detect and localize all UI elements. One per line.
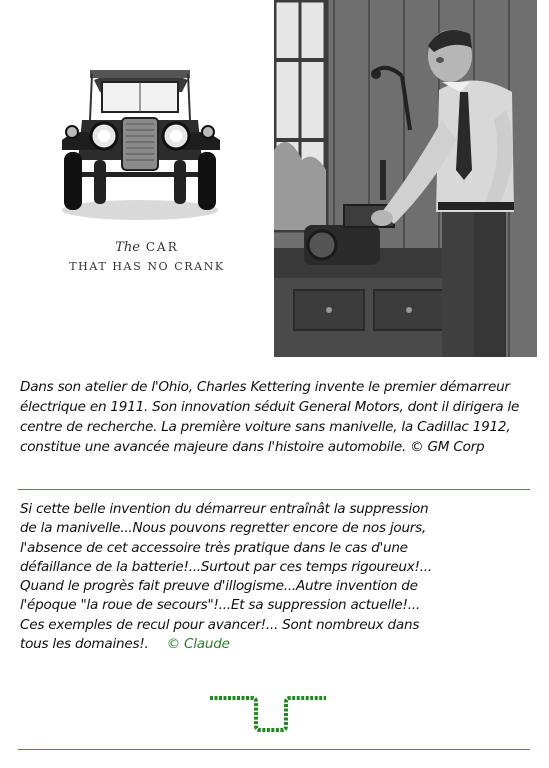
bottom-divider-line [18,749,530,750]
photo-strip [0,0,549,360]
commentary-line-last [20,635,530,654]
divider-line [18,489,530,490]
kettering-workshop-photo [274,0,537,357]
commentary-line: de la manivelle...Nous pouvons regretter encore de nos jours, [20,520,427,537]
commentary-line: Quand le progrès fait preuve d'illogisme...Autre invention de [20,578,418,595]
decorative-squiggle-icon [208,692,328,734]
commentary-line: Ces exemples de recul pour avancer!... Sont nombreux dans [20,616,420,633]
author-signature: © Claude [166,636,230,653]
commentary-line: l'absence de cet accessoire très pratique dans le cas d'une [20,539,408,556]
commentary-line-text: tous les domaines!. [20,636,149,653]
commentary-line: l'époque "la roue de secours"!...Et sa suppression actuelle!... [20,597,420,614]
commentary-paragraph [20,500,530,654]
vintage-car-advertisement [42,40,252,300]
commentary-line: Si cette belle invention du démarreur entraînât la suppression [20,501,429,517]
ad-headline [42,240,252,255]
history-paragraph: Dans son atelier de l'Ohio, Charles Kettering invente le premier démarreur électrique en 1911. Son innovation séduit General Motors, dont il dirigera le centre de recherche. La première voiture sans manivelle, la Cadillac 1912, constitue une avancée majeure dans l'histoire automobile. © GM Corp [20,379,520,455]
commentary-line: défaillance de la batterie!...Surtout par ces temps rigoureux!... [20,558,432,575]
ad-headline-car: CAR [145,240,179,254]
car-illustration [42,40,252,235]
ad-tagline: THAT HAS NO CRANK [69,260,225,273]
ad-headline-the: The [115,240,141,255]
